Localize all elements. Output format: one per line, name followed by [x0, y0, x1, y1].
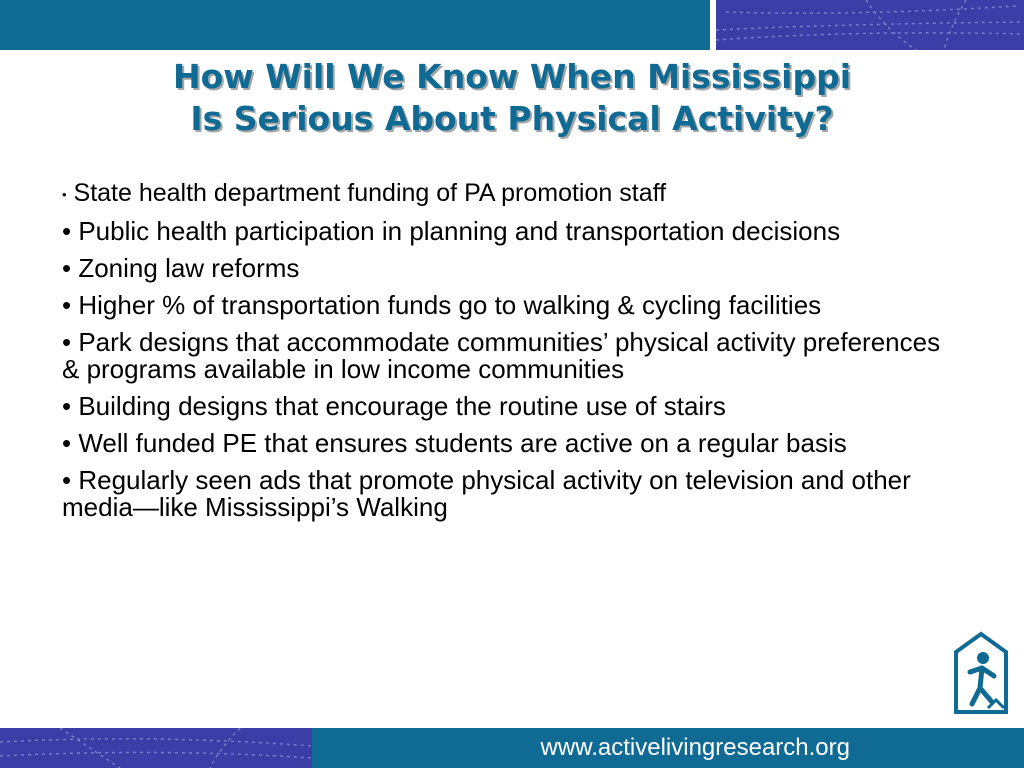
bullet-marker: •	[62, 186, 67, 202]
footer-url-link[interactable]: www.activelivingresearch.org	[540, 734, 850, 761]
bullet-item	[62, 215, 952, 246]
bullet-text: Regularly seen ads that promote physical activity on television and other media—like Mississippi’s Walking	[62, 464, 911, 522]
top-banner-bar	[0, 0, 710, 50]
bullet-item	[62, 464, 952, 522]
slide-title	[60, 56, 964, 140]
bullet-text: State health department funding of PA promotion staff	[73, 179, 667, 207]
bullet-item	[62, 427, 952, 458]
bullet-marker: •	[62, 215, 72, 246]
bullet-text: Park designs that accommodate communities’ physical activity preferences & programs available in low income communities	[62, 326, 941, 384]
bullet-item	[62, 326, 952, 384]
logo-graphic	[950, 630, 1012, 718]
bullet-marker: •	[62, 289, 72, 320]
bullet-item	[62, 252, 952, 283]
bullet-marker: •	[62, 427, 72, 458]
bullet-list	[62, 180, 952, 531]
bullet-marker: •	[62, 464, 72, 495]
top-pattern-lines	[716, 0, 1024, 50]
bullet-item	[62, 390, 952, 421]
bottom-pattern-lines	[0, 728, 312, 768]
bullet-text: Zoning law reforms	[78, 252, 300, 283]
top-pattern-band	[716, 0, 1024, 50]
slide-title-line-2: Is Serious About Physical Activity?	[190, 99, 834, 138]
bullet-marker: •	[62, 252, 72, 283]
bullet-item	[62, 180, 952, 208]
bullet-marker: •	[62, 390, 72, 421]
bullet-text: Public health participation in planning and transportation decisions	[78, 215, 841, 246]
bottom-pattern-band	[0, 728, 312, 768]
slide-title-line-1: How Will We Know When Mississippi	[172, 57, 852, 96]
bullet-marker: •	[62, 326, 72, 357]
bullet-text: Well funded PE that ensures students are active on a regular basis	[78, 427, 847, 458]
bullet-item	[62, 289, 952, 320]
bullet-text: Building designs that encourage the routine use of stairs	[78, 390, 726, 421]
bullet-text: Higher % of transportation funds go to walking & cycling facilities	[78, 289, 822, 320]
footer-bar	[312, 728, 1024, 768]
active-living-research-logo-icon	[950, 630, 1012, 718]
